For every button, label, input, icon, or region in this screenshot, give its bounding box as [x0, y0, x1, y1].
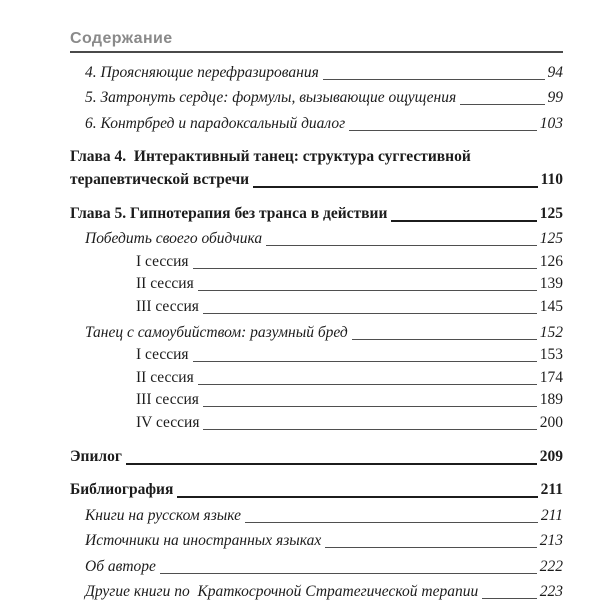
leader-line [325, 546, 536, 548]
toc-entry-label: Глава 4. Интерактивный танец: структура суггестивной [70, 148, 471, 166]
table-of-contents [70, 60, 563, 600]
toc-entry [70, 343, 563, 366]
page-number: 99 [547, 89, 563, 107]
page-number: 211 [540, 506, 563, 524]
page-number: 139 [539, 275, 563, 293]
leader-line [203, 312, 537, 314]
leader-line [198, 289, 537, 291]
page-number: 222 [539, 557, 563, 575]
leader-line [203, 428, 536, 430]
leader-line [203, 405, 537, 407]
page-number: 200 [539, 413, 563, 431]
toc-entry-label: Книги на русском языке [85, 506, 241, 524]
toc-entry-label: Эпилог [70, 447, 122, 465]
leader-line [198, 383, 537, 385]
toc-entry-label: II сессия [136, 368, 194, 386]
toc-entry-label: III сессия [136, 297, 199, 315]
page-number: 223 [539, 583, 563, 600]
toc-entry [70, 365, 563, 388]
toc-entry-label: Об авторе [85, 557, 156, 575]
toc-entry [70, 227, 563, 250]
toc-entry [70, 444, 563, 467]
toc-entry [70, 554, 563, 577]
page-number: 213 [539, 532, 563, 550]
page-number: 211 [540, 481, 563, 499]
toc-entry-label: 5. Затронуть сердце: формулы, вызывающие ощущения [85, 89, 457, 107]
leader-line [177, 495, 537, 498]
toc-entry [70, 145, 563, 168]
leader-line [193, 267, 537, 269]
toc-entry-label: II сессия [136, 275, 194, 293]
toc-entry [70, 167, 563, 190]
leader-line [391, 219, 536, 222]
toc-entry-label: I сессия [136, 346, 189, 364]
leader-line [352, 338, 537, 340]
leader-line [323, 78, 545, 80]
toc-entry [70, 503, 563, 526]
leader-line [126, 462, 537, 465]
page-number: 125 [539, 204, 563, 222]
toc-entry [70, 410, 563, 433]
leader-line [482, 597, 537, 599]
page-number: 103 [539, 114, 563, 132]
toc-entry [70, 272, 563, 295]
leader-line [245, 521, 538, 523]
toc-entry [70, 201, 563, 224]
page-number: 110 [540, 170, 563, 188]
page-number: 153 [539, 346, 563, 364]
toc-entry-label: Танец с самоубийством: разумный бред [85, 323, 348, 341]
toc-entry-label: терапевтической встречи [70, 170, 249, 188]
toc-entry [70, 249, 563, 272]
leader-line [193, 360, 537, 362]
toc-entry-label: I сессия [136, 252, 189, 270]
toc-entry [70, 111, 563, 134]
toc-entry [70, 86, 563, 109]
toc-entry-label: 4. Проясняющие перефразирования [85, 63, 319, 81]
toc-entry-label: 6. Контрбред и парадоксальный диалог [85, 114, 346, 132]
page-number: 126 [539, 252, 563, 270]
toc-entry [70, 388, 563, 411]
toc-entry-label: III сессия [136, 391, 199, 409]
toc-entry-label: IV сессия [136, 413, 200, 431]
page-number: 189 [539, 391, 563, 409]
leader-line [349, 129, 537, 131]
leader-line [460, 103, 544, 105]
page-number: 94 [547, 63, 563, 81]
leader-line [160, 572, 537, 574]
leader-line [253, 185, 538, 188]
toc-entry [70, 320, 563, 343]
toc-entry [70, 478, 563, 501]
page-number: 152 [539, 323, 563, 341]
toc-entry [70, 580, 563, 600]
page-number: 125 [539, 230, 563, 248]
page-number: 174 [539, 368, 563, 386]
toc-entry [70, 60, 563, 83]
page-header-title: Содержание [70, 30, 563, 53]
toc-entry-label: Глава 5. Гипнотерапия без транса в действии [70, 204, 388, 222]
toc-entry [70, 529, 563, 552]
page-number: 145 [539, 297, 563, 315]
leader-line [266, 244, 537, 246]
toc-entry [70, 294, 563, 317]
page-number: 209 [539, 447, 563, 465]
toc-entry-label: Источники на иностранных языках [85, 532, 322, 550]
toc-entry-label: Победить своего обидчика [85, 230, 263, 248]
toc-entry-label: Другие книги по Краткосрочной Стратегической терапии [85, 583, 479, 600]
toc-entry-label: Библиография [70, 481, 174, 499]
